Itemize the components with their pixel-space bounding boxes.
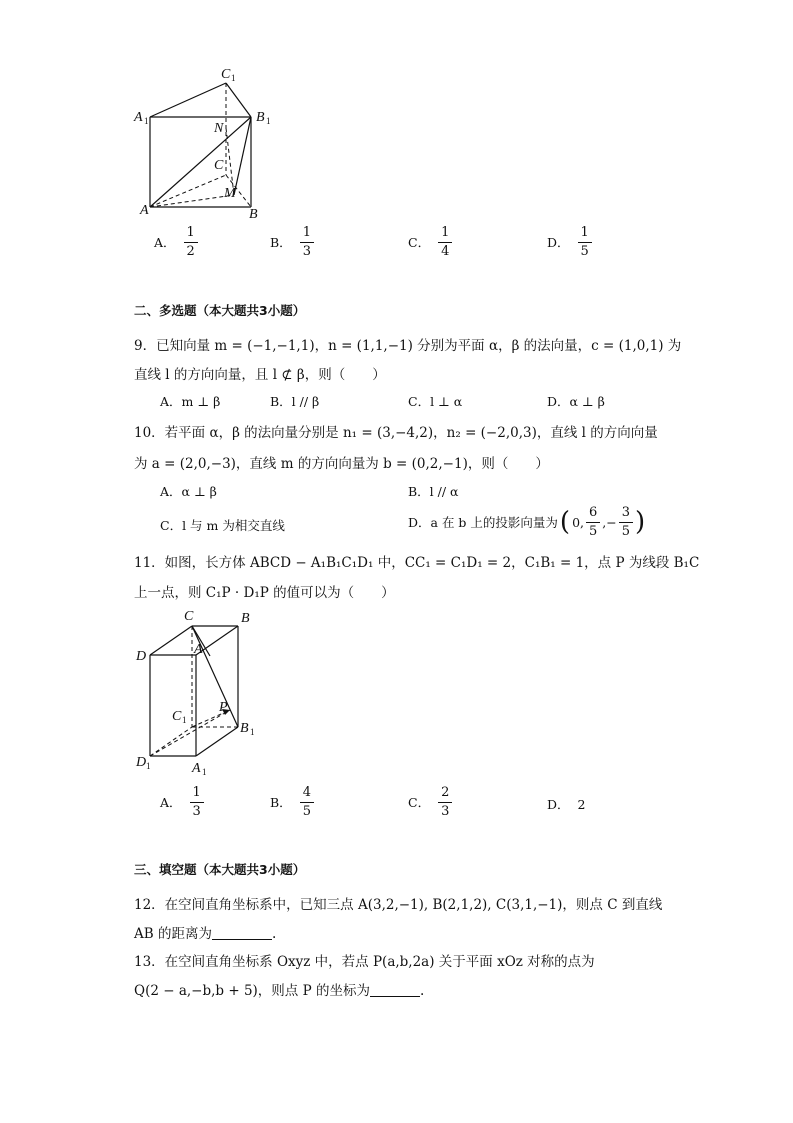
fraction: $\frac{4}{5}$ — [300, 786, 314, 818]
q9-stem-line2: 直线 l 的方向向量，且 l ⊄ β，则（ ） — [134, 367, 386, 383]
q12-stem-line1: 12．在空间直角坐标系中，已知三点 A(3,2,−1), B(2,1,2), C(3,1,−1)，则点 C 到直线 — [134, 897, 663, 913]
cuboid-figure-q11 — [130, 606, 270, 776]
label-b: B — [241, 611, 250, 626]
label-m: M — [224, 186, 236, 201]
q13-stem-line1: 13．在空间直角坐标系 Oxyz 中，若点 P(a,b,2a) 关于平面 xOz 对称的点为 — [134, 954, 595, 970]
q8-option-a[interactable]: A． $\frac{1}{2}$ — [154, 226, 198, 258]
q11-stem-line2: 上一点，则 C₁P · D₁P 的值可以为（ ） — [134, 585, 395, 601]
q9-option-a[interactable]: A．m ⊥ β — [160, 394, 221, 409]
label-d1: D — [136, 755, 147, 770]
label-a1: A — [192, 761, 201, 776]
q11-stem-line1: 11．如图，长方体 ABCD − A₁B₁C₁D₁ 中，CC₁ = C₁D₁ = 2，C₁B₁ = 1，点 P 为线段 B₁C — [134, 555, 700, 571]
fraction: $\frac{1}{3}$ — [190, 786, 204, 818]
label-c: C — [184, 609, 194, 624]
q10-option-c[interactable]: C．l 与 m 为相交直线 — [160, 518, 285, 533]
label-c1: C — [221, 67, 231, 82]
label-d: D — [136, 649, 147, 664]
label-c: C — [214, 158, 224, 173]
edge-a1c1 — [150, 83, 226, 117]
label-c1-sub: 1 — [231, 73, 236, 83]
q12-stem-line2: AB 的距离为 . — [134, 926, 277, 942]
edge-d1c1-dashed — [150, 727, 192, 756]
q13-stem-line2: Q(2 − a,−b,b + 5)，则点 P 的坐标为 . — [134, 983, 425, 999]
segment-ab1 — [150, 117, 251, 207]
label-b1: B — [240, 721, 249, 736]
label-b: B — [249, 207, 258, 220]
q8-options — [0, 226, 793, 266]
label-b1: B — [256, 110, 265, 125]
prism-diagram — [128, 60, 288, 220]
segment-b1m — [234, 117, 251, 195]
fraction: $\frac{1}{4}$ — [438, 226, 452, 258]
q11-options — [0, 786, 793, 826]
edge-a1b1 — [196, 727, 238, 756]
cuboid-diagram — [130, 606, 270, 776]
edge-c1b1 — [226, 83, 251, 117]
q11-option-a[interactable]: A． $\frac{1}{3}$ — [160, 786, 204, 818]
label-a1: A — [134, 110, 143, 125]
label-p: P — [219, 700, 228, 715]
fraction: $\frac{6}{5}$ — [586, 506, 600, 538]
q10-option-d[interactable]: D．a 在 b 上的投影向量为 ( 0, $\frac{6}{5}$ ,− $\frac{3}{5}$ ) — [408, 505, 646, 539]
label-a1-sub: 1 — [202, 767, 207, 776]
label-c1-sub: 1 — [182, 715, 187, 725]
q8-option-c[interactable]: C． $\frac{1}{4}$ — [408, 226, 452, 258]
q10-option-b[interactable]: B．l // α — [408, 484, 459, 499]
q10-stem-line2: 为 a = (2,0,−3)，直线 m 的方向向量为 b = (0,2,−1)，则（ ） — [134, 456, 549, 472]
label-a: A — [194, 642, 203, 657]
fraction: $\frac{1}{2}$ — [184, 226, 198, 258]
edge-dc — [150, 626, 192, 655]
label-a1-sub: 1 — [144, 116, 149, 126]
prism-figure-q8 — [128, 60, 288, 220]
q11-option-d[interactable]: D． 2 — [547, 796, 586, 812]
q9-stem-line1: 9．已知向量 m = (−1,−1,1)，n = (1,1,−1) 分别为平面 α，β 的法向量，c = (1,0,1) 为 — [134, 338, 682, 354]
fraction: $\frac{2}{3}$ — [438, 786, 452, 818]
label-c1: C — [172, 709, 182, 724]
q9-option-d[interactable]: D．α ⊥ β — [547, 394, 605, 409]
label-b1-sub: 1 — [266, 116, 271, 126]
fraction: $\frac{1}{5}$ — [578, 226, 592, 258]
q8-option-d[interactable]: D． $\frac{1}{5}$ — [547, 226, 592, 258]
label-n: N — [214, 121, 224, 136]
q13-answer-blank[interactable] — [370, 982, 420, 997]
q10-stem-line1: 10．若平面 α，β 的法向量分别是 n₁ = (3,−4,2)，n₂ = (−2,0,3)，直线 l 的方向向量 — [134, 425, 658, 441]
section-multiple-choice-heading: 二、多选题（本大题共3小题） — [134, 303, 306, 318]
label-b1-sub: 1 — [250, 727, 255, 737]
q12-answer-blank[interactable] — [212, 925, 272, 940]
label-a: A — [140, 203, 149, 218]
segment-d1p-dashed — [150, 710, 230, 756]
fraction: $\frac{3}{5}$ — [619, 506, 633, 538]
q9-option-b[interactable]: B．l // β — [270, 394, 320, 409]
q8-option-b[interactable]: B． $\frac{1}{3}$ — [270, 226, 314, 258]
segment-am-dashed — [150, 195, 234, 207]
q10-option-a[interactable]: A．α ⊥ β — [160, 484, 217, 499]
segment-nm-dashed — [226, 128, 234, 195]
edge-ac-dashed — [150, 175, 226, 207]
q9-option-c[interactable]: C．l ⊥ α — [408, 394, 463, 409]
label-d1-sub: 1 — [146, 761, 151, 771]
q11-option-c[interactable]: C． $\frac{2}{3}$ — [408, 786, 452, 818]
q11-option-b[interactable]: B． $\frac{4}{5}$ — [270, 786, 314, 818]
section-fill-in-heading: 三、填空题（本大题共3小题） — [134, 862, 306, 877]
fraction: $\frac{1}{3}$ — [300, 226, 314, 258]
